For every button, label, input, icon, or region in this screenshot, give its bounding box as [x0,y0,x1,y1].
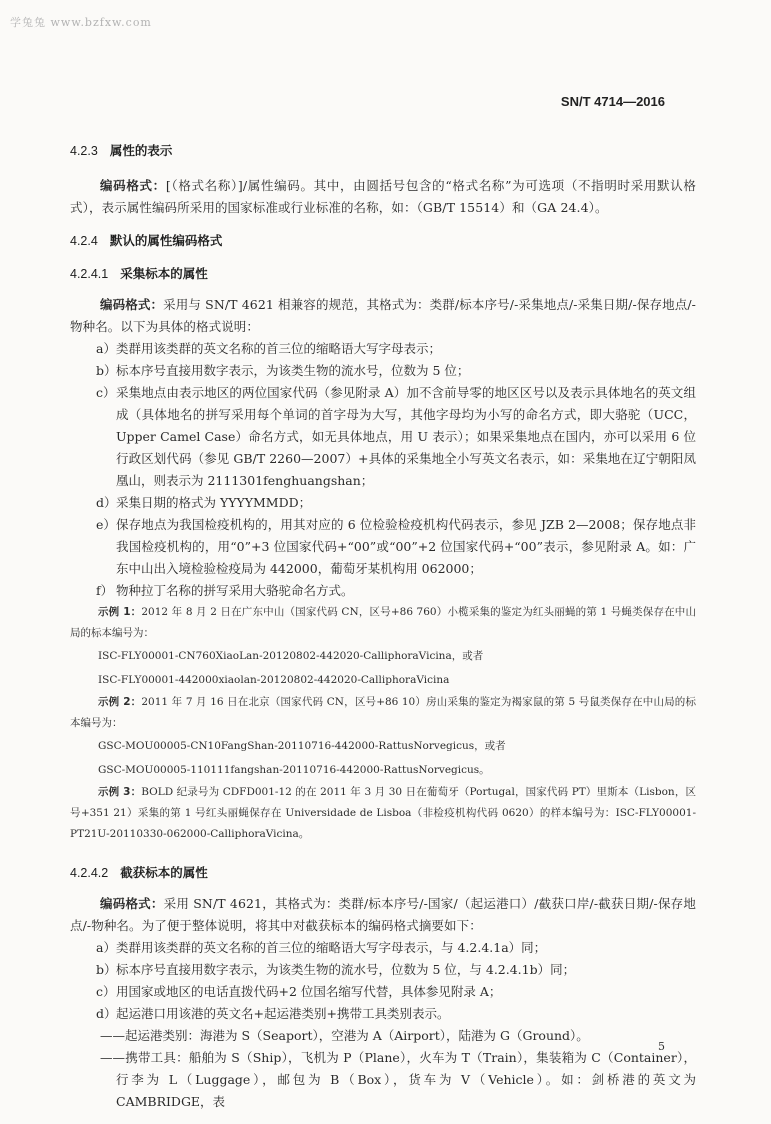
list-item-text: 类群用该类群的英文名称的首三位的缩略语大写字母表示； [116,341,442,356]
paragraph-lead: 编码格式： [100,896,164,911]
section-heading-4-2-4 [70,233,696,249]
list-item-text: 标本序号直接用数字表示，为该类生物的流水号，位数为 5 位； [116,363,470,378]
section-number: 4.2.4.2 [70,866,109,880]
list-item [70,981,696,1003]
example-code-line: ISC-FLY00001-CN760XiaoLan-20120802-442020-CalliphoraVicina，或者 [98,650,484,662]
list-marker: b） [96,363,117,378]
list-item-text: 采集地点由表示地区的两位国家代码（参见附录 A）加不含前导零的地区区号以及表示具体地名的英文组成（具体地名的拼写采用每个单词的首字母为大写，其他字母均为小写的命名方式，即大骆驼（UCC，Upper Camel Case）命名方式，如无具体地点，用 U 表示）；如果采集地点在国内，亦可以采用 6 位行政区划代码（参见 GB/T 2260—2007）+具体的采集地全小写英文名表示，如：采集地在辽宁朝阳凤凰山，则表示为 2111301fenghuangshan； [116,385,696,488]
section-title: 默认的属性编码格式 [109,233,223,248]
dash-item-carrier: ——携带工具：船舶为 S（Ship），飞机为 P（Plane），火车为 T（Train），集装箱为 C（Container），行李为 L（Luggage），邮包为 B（Box），货车为 V（Vehicle）。如：剑桥港的英文为 CAMBRIDGE，表 [100,1050,696,1109]
list-item [70,580,696,602]
paragraph-collected-format [70,294,696,338]
list-marker: c） [96,984,116,999]
example-text: 2012 年 8 月 2 日在广东中山（国家代码 CN，区号+86 760）小榄采集的鉴定为红头丽蝇的第 1 号蝇类保存在中山局的标本编号为： [70,606,696,639]
example-code-line: GSC-MOU00005-CN10FangShan-20110716-442000-RattusNorvegicus，或者 [98,740,506,752]
list-item [70,338,696,360]
example-3 [70,782,696,845]
list-item-text: 用国家或地区的电话直拨代码+2 位国名缩写代替，具体参见附录 A； [116,984,502,999]
example-code-line: GSC-MOU00005-110111fangshan-20110716-442000-RattusNorvegicus。 [98,764,490,776]
list-marker: a） [96,940,116,955]
section-title: 属性的表示 [109,143,173,158]
list-marker: d） [96,1006,117,1021]
paragraph-format-definition [70,175,696,219]
section-heading-4-2-3 [70,143,696,159]
list-marker: e） [96,517,116,532]
example-lead: 示例 1： [98,606,142,618]
example-2 [70,692,696,734]
dash-item-port-type: ——起运港类别：海港为 S（Seaport），空港为 A（Airport），陆港为 G（Ground）。 [100,1028,589,1043]
document-body [70,143,696,1113]
example-code-line: ISC-FLY00001-442000xiaolan-20120802-442020-CalliphoraVicina [98,674,450,686]
section-title: 截获标本的属性 [120,865,208,880]
list-item [70,492,696,514]
list-item-text: 采集日期的格式为 YYYYMMDD； [116,495,312,510]
list-item [70,1003,696,1025]
list-item-text: 标本序号直接用数字表示，为该类生物的流水号，位数为 5 位，与 4.2.4.1b）同； [116,962,576,977]
section-number: 4.2.3 [70,144,98,158]
page-number: 5 [658,1040,665,1053]
list-item [70,360,696,382]
watermark: 学兔兔 www.bzfxw.com [10,16,152,29]
standard-code-header: SN/T 4714—2016 [560,94,665,109]
list-marker: f） [96,583,114,598]
list-item [70,937,696,959]
section-heading-4-2-4-2 [70,865,696,881]
list-item-text: 物种拉丁名称的拼写采用大骆驼命名方式。 [116,583,354,598]
section-number: 4.2.4 [70,234,98,248]
example-lead: 示例 2： [98,696,142,708]
list-item [70,959,696,981]
list-item-text: 保存地点为我国检疫机构的，用其对应的 6 位检验检疫机构代码表示，参见 JZB 2—2008；保存地点非我国检疫机构的，用“0”+3 位国家代码+“00”或“00”+2 位国家代码+“00”表示，参见附录 A。如：广东中山出入境检验检疫局为 442000，葡萄牙某机构用 062000； [116,517,696,576]
paragraph-text: 采用与 SN/T 4621 相兼容的规范，其格式为：类群/标本序号/-采集地点/-采集日期/-保存地点/-物种名。以下为具体的格式说明： [70,297,696,334]
paragraph-text: [（格式名称）]/属性编码。其中，由圆括号包含的“格式名称”为可选项（不指明时采用默认格式），表示属性编码所采用的国家标准或行业标准的名称，如：（GB/T 15514）和（GA 24.4）。 [70,178,696,215]
list-marker: b） [96,962,117,977]
section-title: 采集标本的属性 [120,266,208,281]
example-1 [70,602,696,644]
section-number: 4.2.4.1 [70,267,109,281]
paragraph-lead: 编码格式： [100,297,164,312]
example-text: 2011 年 7 月 16 日在北京（国家代码 CN，区号+86 10）房山采集的鉴定为褐家鼠的第 5 号鼠类保存在中山局的标本编号为： [70,696,696,729]
list-item-text: 起运港口用该港的英文名+起运港类别+携带工具类别表示。 [116,1006,450,1021]
example-lead: 示例 3： [98,786,142,798]
list-marker: c） [96,385,116,400]
list-marker: a） [96,341,116,356]
paragraph-text: 采用 SN/T 4621，其格式为：类群/标本序号/-国家/（起运港口）/截获口岸/-截获日期/-保存地点/-物种名。为了便于整体说明，将其中对截获标本的编码格式摘要如下： [70,896,696,933]
paragraph-intercepted-format [70,893,696,937]
section-heading-4-2-4-1 [70,266,696,282]
example-text: BOLD 纪录号为 CDFD001-12 的在 2011 年 3 月 30 日在葡萄牙（Portugal，国家代码 PT）里斯本（Lisbon，区号+351 21）采集的第 1 号红头丽蝇保存在 Universidade de Lisboa（非检疫机构代码 0620）的样本编号为：ISC-FLY00001-PT21U-20110330-062000-CalliphoraVicina。 [70,786,696,840]
list-item-text: 类群用该类群的英文名称的首三位的缩略语大写字母表示，与 4.2.4.1a）同； [116,940,547,955]
list-marker: d） [96,495,117,510]
list-item [70,514,696,580]
paragraph-lead: 编码格式： [100,178,166,193]
list-item [70,382,696,492]
